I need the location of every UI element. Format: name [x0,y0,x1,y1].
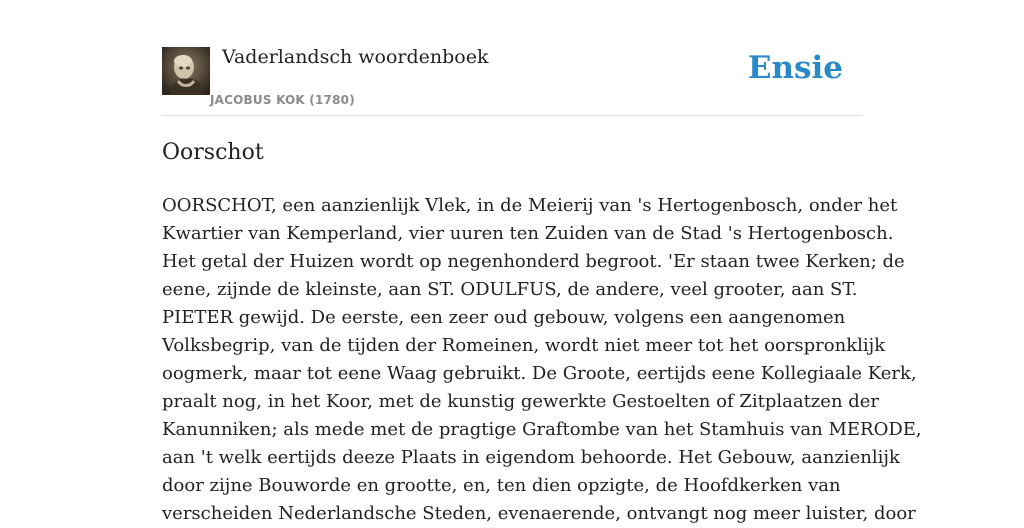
entry-line: eene, zijnde de kleinste, aan ST. ODULFUS, de andere, veel grooter, aan ST. [162,279,858,300]
author-label[interactable]: JACOBUS KOK (1780) [210,93,355,107]
entry-line: Volksbegrip, van de tijden der Romeinen, wordt niet meer tot het oorspronklijk [162,335,886,356]
entry-line: Kwartier van Kemperland, vier uuren ten Zuiden van de Stad 's Hertogenbosch. [162,223,894,244]
entry-line: praalt nog, in het Koor, met de kunstig gewerkte Gestoelten of Zitplaatzen der [162,391,880,412]
entry-line: verscheiden Nederlandsche Steden, evenaerende, ontvangt nog meer luister, door [162,503,916,524]
entry-line: Het getal der Huizen wordt op negenhonderd begroot. 'Er staan twee Kerken; de [162,251,905,272]
entry-line: OORSCHOT, een aanzienlijk Vlek, in de Meierij van 's Hertogenbosch, onder het [162,195,898,216]
entry-line: oogmerk, maar tot eene Waag gebruikt. De Groote, eertijds eene Kollegiaale Kerk, [162,363,917,384]
header [162,46,862,116]
entry-body [162,192,922,528]
entry-line: door zijne Bouworde en grootte, en, ten dien opzigte, de Hoofdkerken van [162,475,841,496]
book-title[interactable]: Vaderlandsch woordenboek [222,46,489,68]
avatar[interactable] [162,47,210,95]
entry-line: Kanunniken; als mede met de pragtige Graftombe van het Stamhuis van MERODE, [162,419,922,440]
ensie-logo[interactable]: Ensie [747,50,843,86]
author-portrait-icon [162,47,210,95]
entry-line: PIETER gewijd. De eerste, een zeer oud gebouw, volgens een aangenomen [162,307,846,328]
entry-line: aan 't welk eertijds deeze Plaats in eigendom behoorde. Het Gebouw, aanzienlijk [162,447,900,468]
entry-title: Oorschot [162,140,264,165]
